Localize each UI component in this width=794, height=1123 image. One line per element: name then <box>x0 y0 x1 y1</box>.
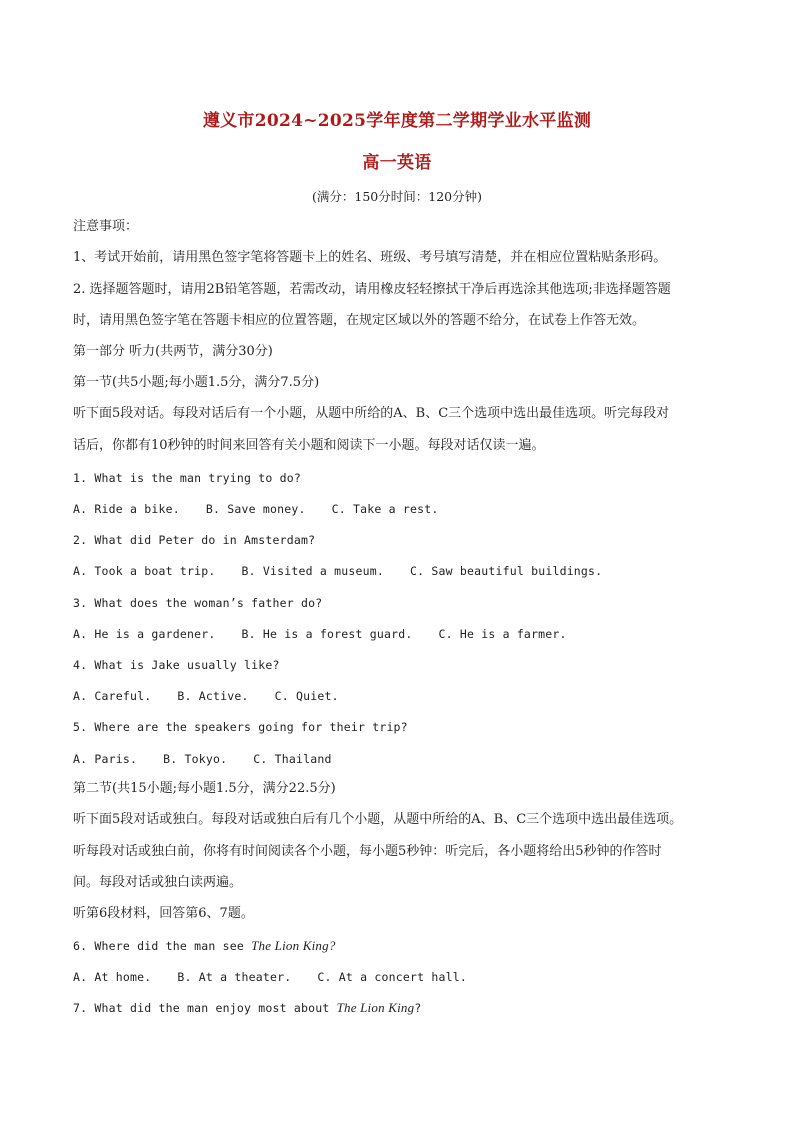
question-3: 3. What does the woman’s father do? <box>73 596 323 610</box>
option-b: B. He is a forest guard. <box>241 627 413 641</box>
question-7-film-title: The Lion King <box>336 1000 415 1015</box>
note-item-1: 1、考试开始前，请用黑色签字笔将答题卡上的姓名、班级、考号填写清楚，并在相应位置粘贴条形码。 <box>73 250 667 265</box>
options-5 <box>73 751 733 767</box>
question-4: 4. What is Jake usually like? <box>73 658 280 672</box>
option-c: C. Saw beautiful buildings. <box>409 564 603 578</box>
options-4 <box>73 688 733 704</box>
option-c: C. At a concert hall. <box>317 970 467 984</box>
note-item-2-line-2: 时，请用黑色签字笔在答题卡相应的位置答题，在规定区域以外的答题不给分，在试卷上作答无效。 <box>73 313 646 328</box>
section2-instruction-line-2: 听每段对话或独白前，你将有时间阅读各个小题，每小题5秒钟：听完后，各小题将给出5秒钟的作答时 <box>73 844 662 859</box>
option-c: C. Quiet. <box>274 689 339 703</box>
options-2 <box>73 563 733 579</box>
part1-heading: 第一部分 听力(共两节，满分30分) <box>73 344 273 359</box>
question-7-suffix: ? <box>414 1001 422 1015</box>
subject-title: 高一英语 <box>362 153 432 173</box>
options-1 <box>73 501 733 517</box>
option-a: A. Took a boat trip. <box>73 564 216 578</box>
question-6 <box>73 938 733 954</box>
option-b: B. Active. <box>177 689 249 703</box>
option-a: A. Careful. <box>73 689 152 703</box>
note-item-2-line-1: 2. 选择题答题时，请用2B铅笔答题，若需改动，请用橡皮轻轻擦拭干净后再选涂其他选项;非选择题答题 <box>73 282 671 297</box>
section1-instruction-line-1: 听下面5段对话。每段对话后有一个小题，从题中所给的A、B、C三个选项中选出最佳选项。听完每段对 <box>73 406 670 421</box>
section2-instruction-line-3: 间。每段对话或独白读两遍。 <box>73 875 243 890</box>
question-7 <box>73 1000 733 1016</box>
option-b: B. Save money. <box>205 502 306 516</box>
option-a: A. Paris. <box>73 752 138 766</box>
option-a: A. At home. <box>73 970 152 984</box>
exam-meta: (满分：150分时间：120分钟) <box>312 189 482 204</box>
section1-instruction-line-2: 话后，你都有10秒钟的时间来回答有关小题和阅读下一小题。每段对话仅读一遍。 <box>73 438 545 453</box>
question-1: 1. What is the man trying to do? <box>73 471 301 485</box>
option-b: B. Visited a museum. <box>241 564 384 578</box>
section2-instruction-line-1: 听下面5段对话或独白。每段对话或独白后有几个小题，从题中所给的A、B、C三个选项中选出最佳选项。 <box>73 812 683 827</box>
question-6-film-title: The Lion King? <box>251 938 336 953</box>
options-3 <box>73 626 733 642</box>
exam-title: 遵义市2024~2025学年度第二学期学业水平监测 <box>202 111 592 131</box>
option-b: B. At a theater. <box>177 970 292 984</box>
question-7-text: 7. What did the man enjoy most about <box>73 1001 337 1015</box>
notes-heading: 注意事项： <box>73 219 139 234</box>
question-6-text: 6. Where did the man see <box>73 939 252 953</box>
option-c: C. He is a farmer. <box>438 627 567 641</box>
question-2: 2. What did Peter do in Amsterdam? <box>73 533 316 547</box>
material-6-heading: 听第6段材料，回答第6、7题。 <box>73 906 254 921</box>
options-6 <box>73 969 733 985</box>
section1-heading: 第一节(共5小题;每小题1.5分，满分7.5分) <box>73 375 320 390</box>
section2-heading: 第二节(共15小题;每小题1.5分，满分22.5分) <box>73 781 336 796</box>
option-a: A. Ride a bike. <box>73 502 180 516</box>
option-b: B. Tokyo. <box>163 752 228 766</box>
option-a: A. He is a gardener. <box>73 627 216 641</box>
option-c: C. Thailand <box>253 752 332 766</box>
question-5: 5. Where are the speakers going for their trip? <box>73 720 408 734</box>
option-c: C. Take a rest. <box>331 502 439 516</box>
